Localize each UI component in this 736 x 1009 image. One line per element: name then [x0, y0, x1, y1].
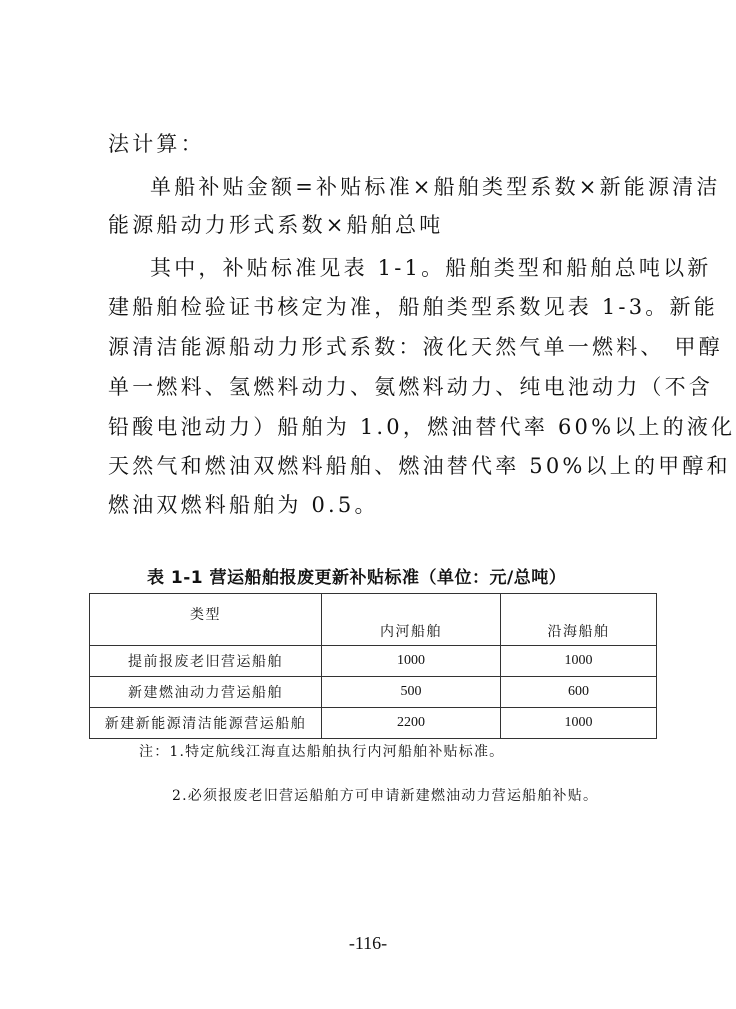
paragraph-line: 法计算：: [108, 132, 205, 156]
table-caption: 表 1-1 营运船舶报废更新补贴标准（单位：元/总吨）: [147, 568, 567, 588]
paragraph-line: 燃油双燃料船舶为 0.5。: [108, 493, 379, 517]
table-cell-value: 1000: [322, 646, 501, 677]
table-cell-value: 500: [322, 677, 501, 708]
table-header-cell: 沿海船舶: [501, 594, 657, 646]
table-row: [90, 708, 657, 739]
paragraph-line: 其中，补贴标准见表 1-1。船舶类型和船舶总吨以新: [150, 256, 712, 280]
table-note: 注：1.特定航线江海直达船舶执行内河船舶补贴标准。: [139, 744, 505, 760]
subsidy-standard-table: [89, 593, 657, 739]
paragraph-line: 单船补贴金额=补贴标准×船舶类型系数×新能源清洁: [150, 175, 721, 199]
table-cell-value: 600: [501, 677, 657, 708]
table-header-row: [90, 594, 657, 646]
table-cell-type: 新建新能源清洁能源营运船舶: [90, 708, 322, 739]
paragraph-line: 能源船动力形式系数×船舶总吨: [108, 213, 444, 237]
paragraph-line: 天然气和燃油双燃料船舶、燃油替代率 50%以上的甲醇和: [108, 454, 731, 478]
table-cell-type: 提前报废老旧营运船舶: [90, 646, 322, 677]
table-header-cell: 类型: [90, 594, 322, 646]
table-header-cell: 内河船舶: [322, 594, 501, 646]
paragraph-line: 单一燃料、氢燃料动力、氨燃料动力、纯电池动力（不含: [108, 375, 713, 399]
paragraph-line: 源清洁能源船动力形式系数：液化天然气单一燃料、 甲醇: [108, 335, 723, 359]
table-cell-value: 2200: [322, 708, 501, 739]
paragraph-line: 建船舶检验证书核定为准，船舶类型系数见表 1-3。新能: [108, 295, 718, 319]
table-cell-value: 1000: [501, 646, 657, 677]
table-cell-value: 1000: [501, 708, 657, 739]
paragraph-line: 铅酸电池动力）船舶为 1.0，燃油替代率 60%以上的液化: [108, 415, 736, 439]
page-number: -116-: [348, 933, 388, 953]
table-row: [90, 677, 657, 708]
table-note: 2.必须报废老旧营运船舶方可申请新建燃油动力营运船舶补贴。: [172, 788, 599, 804]
table-row: [90, 646, 657, 677]
table-cell-type: 新建燃油动力营运船舶: [90, 677, 322, 708]
